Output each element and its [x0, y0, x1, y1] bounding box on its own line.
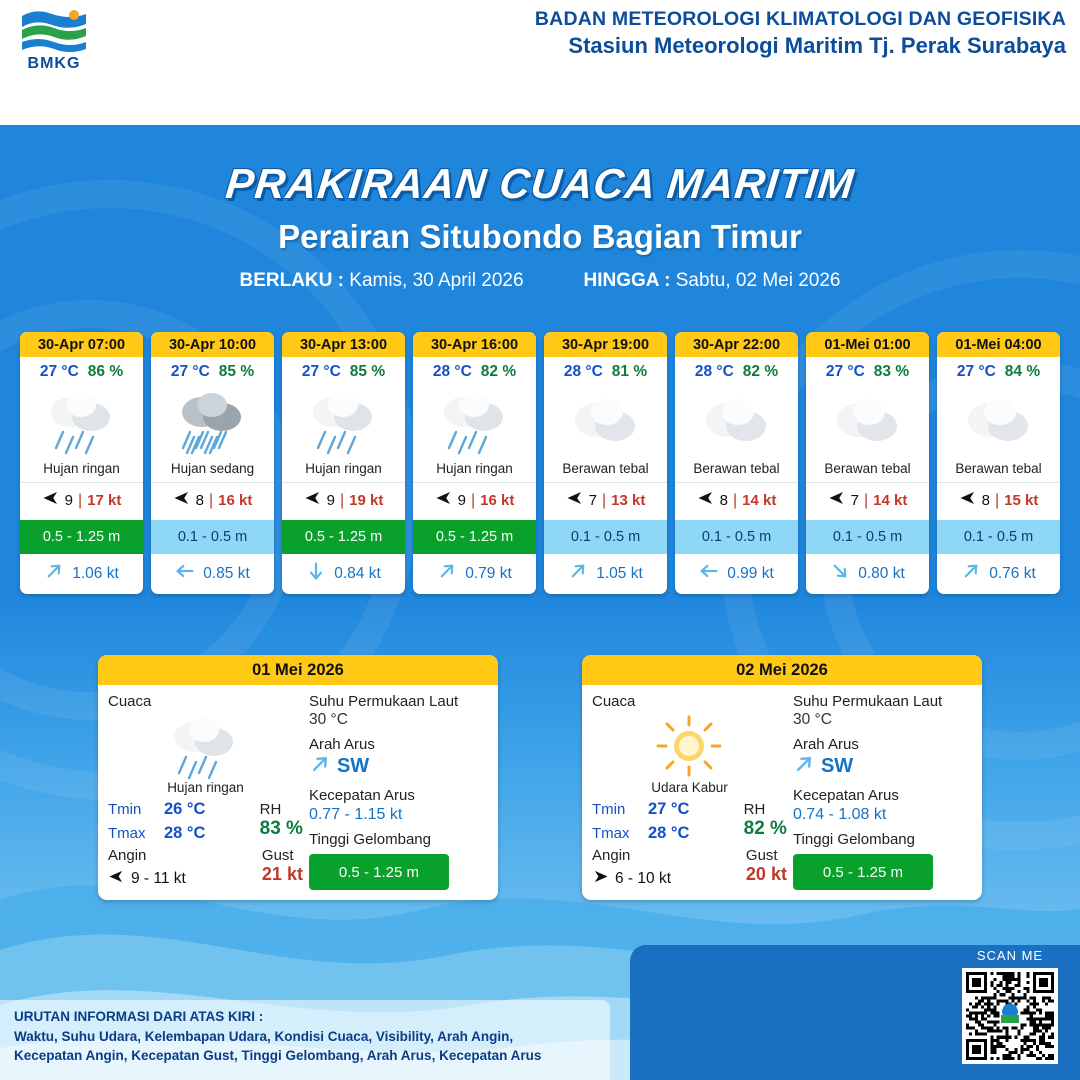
hourly-time: 30-Apr 22:00 [675, 332, 798, 357]
hourly-condition: Berawan tebal [955, 461, 1042, 476]
valid-from-label: BERLAKU : [239, 270, 344, 291]
wind-direction-arrow-icon [828, 489, 846, 512]
hourly-wave-value: 0.5 - 1.25 m [42, 529, 121, 545]
hourly-time: 01-Mei 04:00 [937, 332, 1060, 357]
hourly-temperature: 28 °C [563, 363, 603, 380]
wind-direction-arrow-icon [959, 489, 977, 512]
hourly-time: 30-Apr 16:00 [413, 332, 536, 357]
daily-tmax-row [592, 824, 689, 843]
daily-current-dir-value: SW [336, 755, 370, 777]
hourly-humidity: 84 % [1004, 363, 1041, 380]
current-direction-arrow-icon [175, 561, 195, 586]
hourly-wind-speed: 15 kt [1004, 492, 1039, 509]
daily-rh-label: RH [743, 801, 766, 818]
wind-direction-arrow-icon [566, 489, 584, 512]
hourly-temperature: 27 °C [956, 363, 996, 380]
daily-forecast-row [98, 655, 982, 900]
daily-current-dir-label: Arah Arus [308, 736, 375, 753]
current-direction-arrow-icon [437, 561, 457, 586]
hourly-visibility: 8 [981, 492, 990, 509]
daily-card [98, 655, 498, 900]
hourly-wind [937, 482, 1060, 520]
hourly-wave-height [806, 520, 929, 554]
hourly-wave-height [151, 520, 274, 554]
hourly-current [544, 554, 667, 594]
weather-cloudy-icon [675, 383, 798, 459]
daily-tmin-label: Tmin [592, 801, 626, 818]
daily-tmax-label: Tmax [108, 825, 146, 842]
scan-me-label: SCAN ME [976, 948, 1044, 963]
wind-direction-arrow-icon [42, 489, 60, 512]
hourly-wave-value: 0.1 - 0.5 m [963, 529, 1034, 545]
daily-gust-value: 20 kt [745, 864, 787, 884]
hourly-visibility: 7 [850, 492, 859, 509]
bmkg-emblem-icon [18, 6, 90, 54]
daily-wind-label: Angin [108, 847, 147, 864]
hourly-current [151, 554, 274, 594]
hourly-current-speed: 0.80 kt [858, 564, 905, 582]
hourly-wind-speed: 14 kt [742, 492, 777, 509]
hourly-temperature: 28 °C [694, 363, 734, 380]
hourly-current-speed: 0.79 kt [465, 564, 512, 582]
wind-separator: | [863, 491, 869, 509]
current-direction-arrow-icon [309, 753, 331, 780]
bmkg-logo [12, 6, 96, 73]
current-direction-arrow-icon [830, 561, 850, 586]
station-name: Stasiun Meteorologi Maritim Tj. Perak Surabaya [568, 33, 1066, 58]
hourly-wave-value: 0.1 - 0.5 m [832, 529, 903, 545]
wind-direction-arrow-icon [108, 868, 125, 890]
hourly-wave-height [413, 520, 536, 554]
hourly-time: 30-Apr 10:00 [151, 332, 274, 357]
weather-rain-light-icon [20, 383, 143, 459]
hourly-time: 30-Apr 13:00 [282, 332, 405, 357]
hourly-wave-height [544, 520, 667, 554]
daily-wave-value: 0.5 - 1.25 m [338, 863, 419, 881]
hourly-visibility: 9 [457, 492, 466, 509]
hourly-wind-speed: 14 kt [873, 492, 908, 509]
hourly-wind [151, 482, 274, 520]
current-direction-arrow-icon [44, 561, 64, 586]
hourly-condition: Hujan ringan [305, 461, 382, 476]
hourly-current [413, 554, 536, 594]
hourly-temp-humidity [806, 357, 929, 383]
hourly-wave-height [282, 520, 405, 554]
hourly-wave-value: 0.1 - 0.5 m [570, 529, 641, 545]
hourly-wind-speed: 17 kt [87, 492, 122, 509]
daily-condition: Hujan ringan [167, 780, 244, 795]
hourly-current-speed: 0.85 kt [203, 564, 250, 582]
hourly-current-speed: 1.06 kt [72, 564, 119, 582]
daily-gust [746, 847, 787, 885]
hourly-card [413, 332, 536, 594]
hourly-current [20, 554, 143, 594]
weather-rain-light-icon [108, 710, 303, 782]
hourly-card [20, 332, 143, 594]
daily-tmin-row [592, 800, 689, 819]
hourly-current [806, 554, 929, 594]
weather-rain-moderate-icon [151, 383, 274, 459]
hourly-visibility: 8 [195, 492, 204, 509]
hourly-temp-humidity [282, 357, 405, 383]
valid-from [239, 270, 523, 292]
hourly-temp-humidity [544, 357, 667, 383]
daily-tmax-value: 28 °C [648, 824, 690, 842]
daily-wave-band [309, 854, 449, 890]
daily-current-speed-value: 0.77 - 1.15 kt [308, 806, 403, 823]
hourly-current-speed: 0.76 kt [989, 564, 1036, 582]
hourly-humidity: 82 % [480, 363, 517, 380]
current-direction-arrow-icon [306, 561, 326, 586]
hourly-temperature: 28 °C [432, 363, 472, 380]
wind-direction-arrow-icon [173, 489, 191, 512]
daily-tmax-value: 28 °C [164, 824, 206, 842]
daily-card [582, 655, 982, 900]
daily-current-dir-row [309, 753, 488, 780]
daily-tmax-label: Tmax [592, 825, 630, 842]
hourly-visibility: 8 [719, 492, 728, 509]
page-subtitle: Perairan Situbondo Bagian Timur [278, 218, 802, 255]
hourly-time: 30-Apr 19:00 [544, 332, 667, 357]
qr-block[interactable] [962, 948, 1058, 1064]
daily-weather-label: Cuaca [108, 693, 152, 710]
legend-line-2: Waktu, Suhu Udara, Kelembapan Udara, Kondisi Cuaca, Visibility, Arah Angin, [14, 1028, 514, 1044]
current-direction-arrow-icon [793, 753, 815, 780]
hourly-wind [675, 482, 798, 520]
agency-name: BADAN METEOROLOGI KLIMATOLOGI DAN GEOFISIKA [534, 8, 1066, 30]
daily-wave-label: Tinggi Gelombang [792, 831, 915, 848]
weather-cloudy-icon [544, 383, 667, 459]
daily-current-speed-value: 0.74 - 1.08 kt [792, 806, 887, 823]
weather-cloudy-icon [937, 383, 1060, 459]
hourly-card [544, 332, 667, 594]
hourly-visibility: 9 [326, 492, 335, 509]
daily-rh-label: RH [259, 801, 282, 818]
wind-separator: | [601, 491, 607, 509]
hourly-condition: Berawan tebal [824, 461, 911, 476]
hourly-wind [413, 482, 536, 520]
weather-rain-light-icon [282, 383, 405, 459]
hourly-current [937, 554, 1060, 594]
agency-title [535, 8, 1066, 59]
hourly-temperature: 27 °C [825, 363, 865, 380]
wind-direction-arrow-icon [592, 868, 609, 890]
hourly-card [806, 332, 929, 594]
hourly-humidity: 86 % [87, 363, 124, 380]
hourly-wind-speed: 16 kt [218, 492, 253, 509]
daily-sst-label: Suhu Permukaan Laut [792, 693, 943, 710]
daily-weather-label: Cuaca [592, 693, 636, 710]
current-direction-arrow-icon [699, 561, 719, 586]
wind-direction-arrow-icon [304, 489, 322, 512]
hourly-wave-height [20, 520, 143, 554]
daily-wave-band [793, 854, 933, 890]
daily-sst-value: 30 °C [792, 711, 832, 728]
qr-code-icon[interactable] [962, 968, 1058, 1064]
page-title: PRAKIRAAN CUACA MARITIM [223, 160, 857, 207]
hourly-visibility: 9 [64, 492, 73, 509]
hourly-forecast-row [20, 332, 1060, 594]
daily-wind-value: 6 - 10 kt [615, 870, 671, 887]
daily-gust-label: Gust [745, 847, 778, 864]
daily-gust-value: 21 kt [261, 864, 303, 884]
bmkg-wordmark: BMKG [27, 55, 81, 72]
hourly-card [282, 332, 405, 594]
daily-wind-label: Angin [592, 847, 631, 864]
legend-note [14, 1007, 541, 1066]
hourly-current [675, 554, 798, 594]
hourly-current-speed: 1.05 kt [596, 564, 643, 582]
wind-direction-arrow-icon [435, 489, 453, 512]
hourly-card [151, 332, 274, 594]
legend-line-3: Kecepatan Angin, Kecepatan Gust, Tinggi Gelombang, Arah Arus, Kecepatan Arus [14, 1048, 542, 1064]
daily-tmin-row [108, 800, 205, 819]
weather-rain-light-icon [413, 383, 536, 459]
wind-separator: | [339, 491, 345, 509]
wind-separator: | [208, 491, 214, 509]
hourly-condition: Hujan ringan [436, 461, 513, 476]
daily-wind-row [108, 868, 186, 890]
daily-current-speed-label: Kecepatan Arus [792, 787, 899, 804]
hourly-wind [544, 482, 667, 520]
daily-current-dir-value: SW [820, 755, 854, 777]
legend-line-1: URUTAN INFORMASI DARI ATAS KIRI : [14, 1009, 264, 1025]
daily-rh [260, 801, 303, 840]
hourly-wind-speed: 19 kt [349, 492, 384, 509]
daily-wave-value: 0.5 - 1.25 m [822, 863, 903, 881]
valid-to [584, 270, 841, 292]
hourly-time: 01-Mei 01:00 [806, 332, 929, 357]
daily-gust [262, 847, 303, 885]
hourly-humidity: 81 % [611, 363, 648, 380]
hourly-wave-value: 0.1 - 0.5 m [701, 529, 772, 545]
hourly-humidity: 82 % [742, 363, 779, 380]
hourly-temp-humidity [151, 357, 274, 383]
hourly-temp-humidity [413, 357, 536, 383]
hourly-wind-speed: 13 kt [611, 492, 646, 509]
current-direction-arrow-icon [961, 561, 981, 586]
daily-sst-label: Suhu Permukaan Laut [308, 693, 459, 710]
hourly-visibility: 7 [588, 492, 597, 509]
valid-to-label: HINGGA : [583, 270, 671, 291]
hourly-wave-value: 0.5 - 1.25 m [435, 529, 514, 545]
validity-row [0, 270, 1080, 292]
hourly-condition: Berawan tebal [562, 461, 649, 476]
wind-direction-arrow-icon [697, 489, 715, 512]
daily-tmin-label: Tmin [108, 801, 142, 818]
hourly-condition: Hujan ringan [43, 461, 120, 476]
hourly-temp-humidity [675, 357, 798, 383]
daily-rh-value: 83 % [259, 818, 303, 839]
daily-wind-row [592, 868, 671, 890]
hourly-condition: Hujan sedang [170, 461, 255, 476]
hourly-current-speed: 0.99 kt [727, 564, 774, 582]
daily-wave-label: Tinggi Gelombang [308, 831, 431, 848]
daily-current-dir-row [793, 753, 972, 780]
weather-haze-icon [592, 710, 787, 782]
hourly-card [675, 332, 798, 594]
current-direction-arrow-icon [568, 561, 588, 586]
daily-date: 01 Mei 2026 [98, 655, 498, 685]
daily-condition: Udara Kabur [651, 780, 728, 795]
hourly-card [937, 332, 1060, 594]
hourly-humidity: 85 % [218, 363, 255, 380]
wind-separator: | [77, 491, 83, 509]
daily-tmin-value: 27 °C [648, 800, 690, 818]
hourly-temp-humidity [20, 357, 143, 383]
daily-current-dir-label: Arah Arus [792, 736, 859, 753]
hourly-temp-humidity [937, 357, 1060, 383]
hourly-wave-value: 0.5 - 1.25 m [304, 529, 383, 545]
daily-current-speed-label: Kecepatan Arus [308, 787, 415, 804]
hourly-current [282, 554, 405, 594]
daily-rh [744, 801, 787, 840]
hourly-wind [20, 482, 143, 520]
hourly-condition: Berawan tebal [693, 461, 780, 476]
hourly-wave-value: 0.1 - 0.5 m [177, 529, 248, 545]
wind-separator: | [470, 491, 476, 509]
wind-separator: | [732, 491, 738, 509]
daily-tmin-value: 26 °C [164, 800, 206, 818]
hourly-time: 30-Apr 07:00 [20, 332, 143, 357]
weather-cloudy-icon [806, 383, 929, 459]
wind-separator: | [994, 491, 1000, 509]
hourly-wind [806, 482, 929, 520]
daily-wind-value: 9 - 11 kt [131, 870, 186, 887]
daily-gust-label: Gust [261, 847, 294, 864]
daily-tmax-row [108, 824, 205, 843]
page-header [0, 0, 1080, 125]
valid-to-value: Sabtu, 02 Mei 2026 [675, 270, 841, 291]
hourly-humidity: 83 % [873, 363, 910, 380]
hourly-humidity: 85 % [349, 363, 386, 380]
hourly-wind [282, 482, 405, 520]
hourly-temperature: 27 °C [170, 363, 210, 380]
daily-sst-value: 30 °C [308, 711, 348, 728]
hourly-wind-speed: 16 kt [480, 492, 515, 509]
hourly-wave-height [937, 520, 1060, 554]
hourly-wave-height [675, 520, 798, 554]
hourly-temperature: 27 °C [301, 363, 341, 380]
title-block [0, 160, 1080, 292]
daily-rh-value: 82 % [743, 818, 787, 839]
hourly-current-speed: 0.84 kt [334, 564, 381, 582]
valid-from-value: Kamis, 30 April 2026 [349, 270, 524, 291]
daily-date: 02 Mei 2026 [582, 655, 982, 685]
hourly-temperature: 27 °C [39, 363, 79, 380]
